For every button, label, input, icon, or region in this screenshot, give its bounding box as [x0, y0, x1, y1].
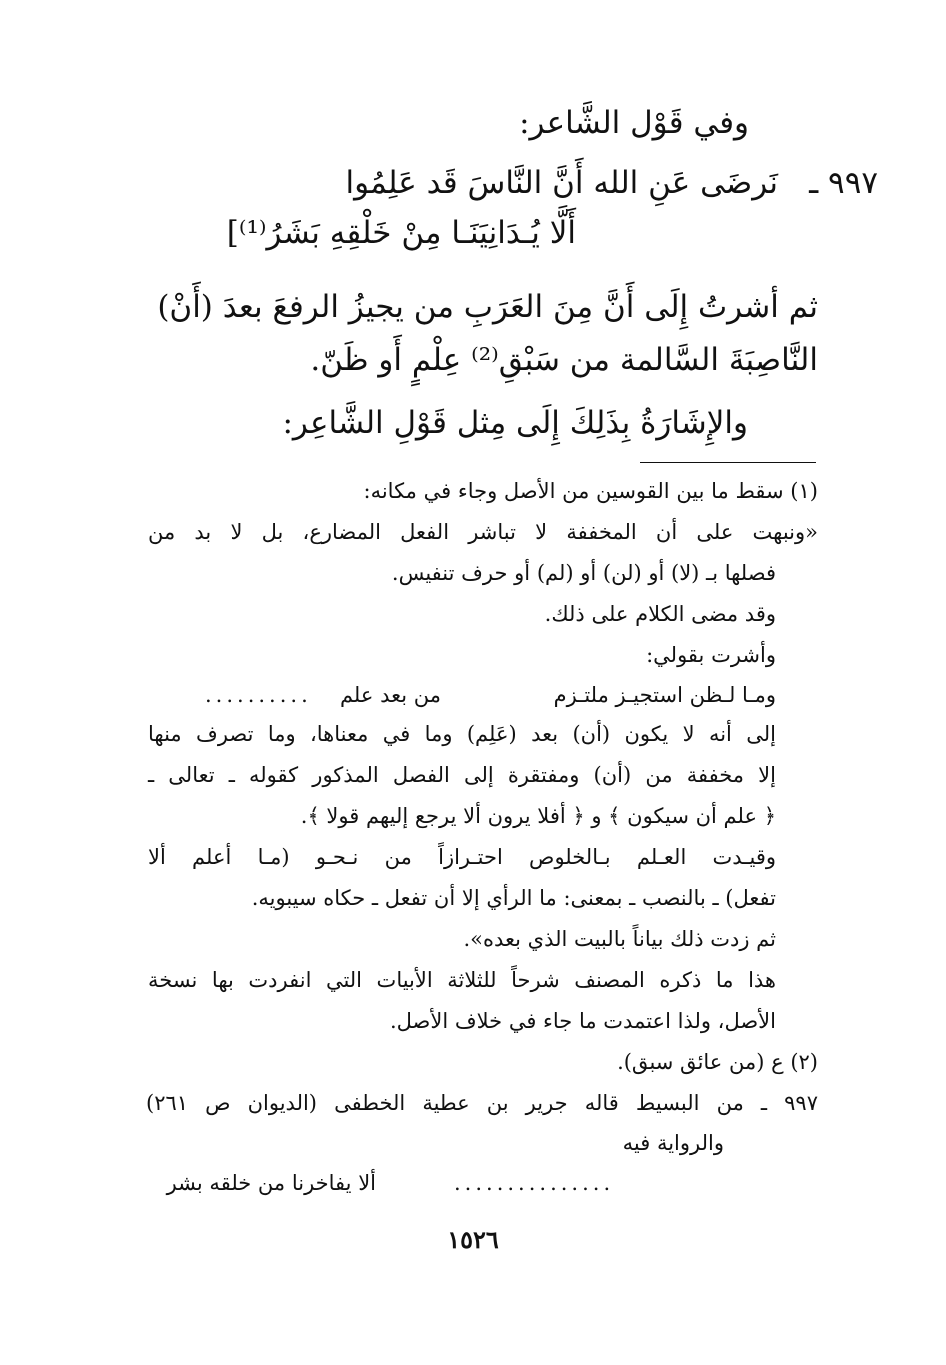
paragraph-1-line-2: النَّاصِبَةَ السَّالمة من سَبْقِ⁽²⁾ عِلْمٍ أَو ظَنّ.: [310, 342, 818, 378]
verse-line-2: أَلَّا يُـدَانِيَنَـا مِنْ خَلْقِهِ بَشَرُ⁽¹⁾]: [226, 215, 576, 251]
paragraph-1-line-1: ثم أشرتُ إِلَى أَنَّ مِنَ العَرَبِ من يجيزُ الرفعَ بعدَ (أَنْ): [157, 289, 818, 325]
footnote-2: (٢) ع (من عائق سبق).: [617, 1050, 818, 1074]
verse-number: ٩٩٧ ـ: [809, 165, 878, 201]
footnote-1-line: فصلها بـ (لا) أو (لن) أو (لم) أو حرف تنفيس.: [391, 561, 776, 585]
footnote-1-line: إلا مخففة من (أن) ومفتقرة إلى الفصل المذكور كقوله ـ تعالى ـ: [148, 763, 776, 787]
footnote-1-line: إلى أنه لا يكون (أن) بعد (عَلِم) وما في معناها، وما تصرف منها: [148, 722, 776, 746]
footnote-1-verse-dots: ..........: [205, 683, 312, 707]
footnote-1-line: (١) سقط ما بين القوسين من الأصل وجاء في مكانه:: [363, 479, 818, 503]
footnote-1-line: تفعل) ـ بالنصب ـ بمعنى: ما الرأي إلا أن تفعل ـ حكاه سيبويه.: [251, 886, 776, 910]
footnote-1-verse-first-half: ومـا لـظن استجيـز ملتـزم: [553, 683, 776, 707]
footnote-separator: [640, 462, 816, 463]
footnote-1-line: هذا ما ذكره المصنف شرحاً للثلاثة الأبيات التي انفردت بها نسخة: [148, 968, 776, 992]
footnote-1-line: ثم زدت ذلك بياناً بالبيت الذي بعده».: [463, 927, 776, 951]
footnote-1-line: ﴿ علم أن سيكون ﴾ و ﴿ أفلا يرون ألا يرجع إليهم قولا ﴾.: [300, 804, 776, 828]
footnote-1-line: وقد مضى الكلام على ذلك.: [544, 602, 776, 626]
footnote-1-line: «ونبهت على أن المخففة لا تباشر الفعل المضارع، بل لا بد من: [148, 520, 818, 544]
footnote-3-line: ٩٩٧ ـ من البسيط قاله جرير بن عطية الخطفى (الديوان ص ٢٦١): [146, 1091, 818, 1115]
paragraph-2: والإِشَارَةُ بِذَلِكَ إِلَى مِثل قَوْلِ الشَّاعِر:: [282, 405, 748, 441]
footnote-3-verse: ألا يفاخرنا من خلقه بشر: [166, 1171, 376, 1195]
page-number: ١٥٢٦: [447, 1225, 499, 1254]
footnote-3-verse-dots: ...............: [454, 1171, 615, 1195]
verse-line-1: نَرضَى عَنِ الله أَنَّ النَّاسَ قَد عَلِمُوا: [345, 165, 778, 201]
footnote-1-line: وقيـدت العـلم بـالخلوص احتـرازاً من نـحـو (مـا أعلم ألا: [148, 845, 776, 869]
footnote-1-verse-second-half: من بعد علم: [339, 683, 441, 707]
footnote-1-line: الأصل، ولذا اعتمدت ما جاء في خلاف الأصل.: [389, 1009, 776, 1033]
footnote-3-line: والرواية فيه: [622, 1131, 724, 1155]
intro-line: وفي قَوْل الشَّاعر:: [519, 105, 749, 141]
footnote-1-line: وأشرت بقولي:: [646, 643, 776, 667]
